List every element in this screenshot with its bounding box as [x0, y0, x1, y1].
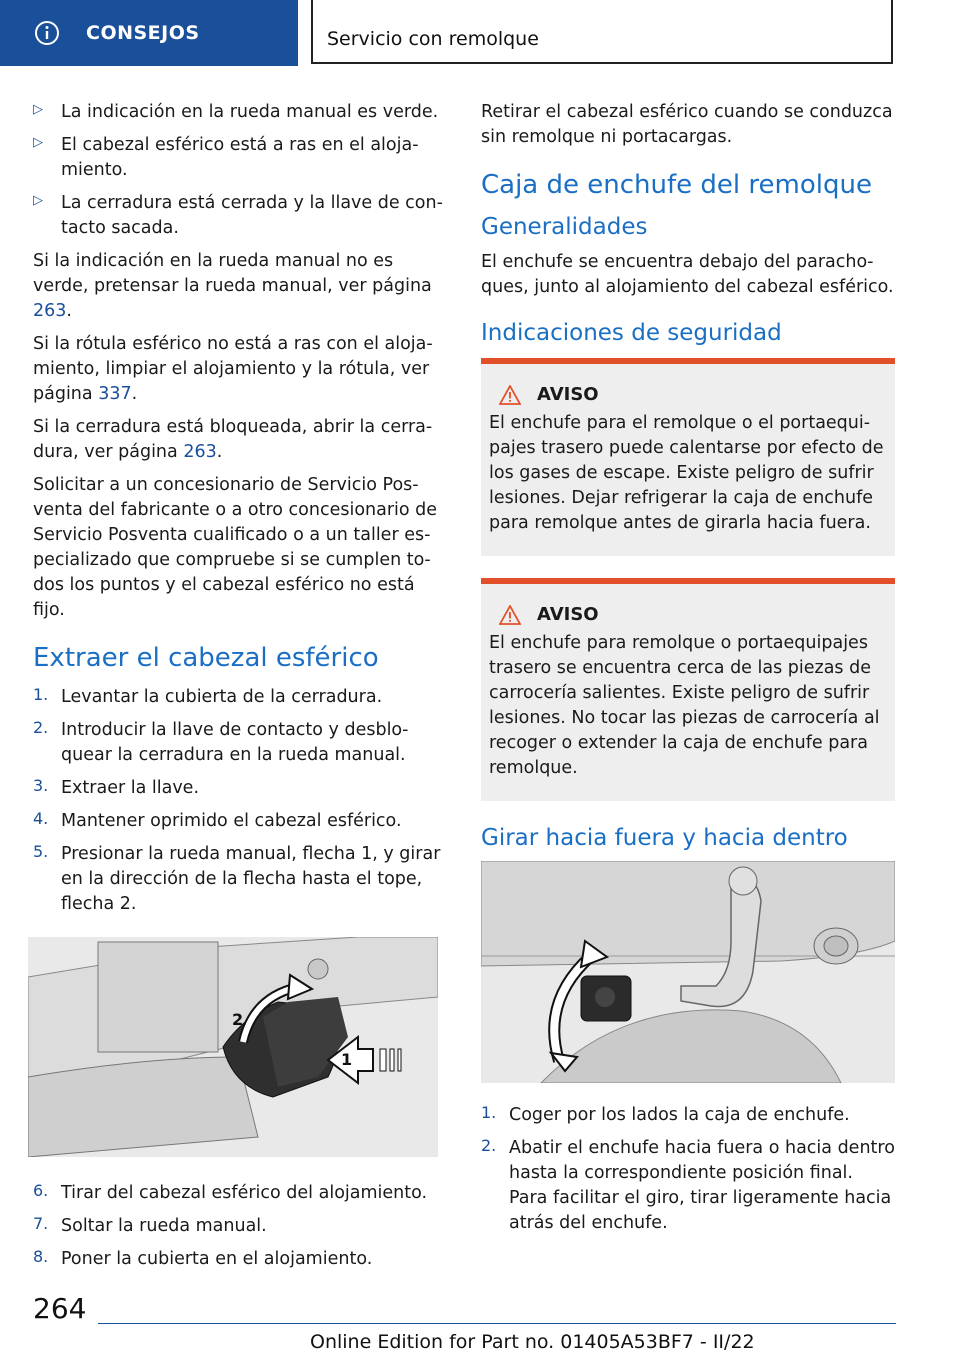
step-item: 8. Poner la cubierta en el alojamiento.	[33, 1247, 373, 1269]
chapter-header	[311, 0, 893, 64]
subsection-heading: Generalidades	[481, 214, 648, 240]
subsection-heading: Girar hacia fuera y hacia dentro	[481, 825, 848, 851]
right-column	[481, 100, 895, 1244]
section-tab	[0, 0, 298, 66]
figure-label-2: 2	[232, 1010, 244, 1029]
section-heading: Caja de enchufe del remolque	[481, 170, 872, 200]
step-item: 4. Mantener oprimido el cabezal esférico.	[33, 809, 402, 831]
step-item: 1. Coger por los lados la caja de enchufe.	[481, 1103, 850, 1125]
bullet-item	[33, 133, 443, 183]
warning-triangle-icon	[499, 605, 521, 625]
chapter-title: Servicio con remolque	[327, 28, 539, 50]
triangle-bullet-icon: ▷	[33, 135, 43, 150]
edition-note: Online Edition for Part no. 01405A53BF7 - II/22	[310, 1331, 755, 1353]
paragraph: Si la cerradura está bloqueada, abrir la cerradura, ver página 263.	[33, 417, 433, 462]
triangle-bullet-icon: ▷	[33, 193, 43, 208]
paragraph: Solicitar a un concesionario de Servicio Posventa del fabricante o a otro concesionario de Servicio Posventa cualificado o a un taller especializado que compruebe si se cumplen todos los puntos y el cabezal esférico no está fijo.	[33, 475, 438, 620]
section-label: CONSEJOS	[86, 22, 200, 44]
warning-text: El enchufe para remolque o portaequipajes trasero se encuentra cerca de las piezas de carrocería salientes. Existe peligro de sufrir lesiones. No tocar las piezas de carrocería al recoger o extender la caja de enchufe para remolque.	[489, 633, 880, 778]
subsection-heading: Indicaciones de seguridad	[481, 320, 782, 346]
bullet-text: El cabezal esférico está a ras en el alojamiento.	[61, 135, 419, 180]
step-item: 7. Soltar la rueda manual.	[33, 1214, 267, 1236]
bullet-text: La cerradura está cerrada y la llave de contacto sacada.	[61, 193, 443, 238]
step-item: 2. Abatir el enchufe hacia fuera o hacia dentro hasta la correspondiente posición final. Para facilitar el giro, tirar ligeramente hacia atrás del enchufe.	[481, 1136, 895, 1233]
left-column	[33, 100, 443, 1280]
step-item: 3. Extraer la llave.	[33, 776, 200, 798]
warning-box	[481, 578, 895, 801]
bullet-item	[33, 191, 443, 241]
step-item: 6. Tirar del cabezal esférico del alojamiento.	[33, 1181, 428, 1203]
warning-title: AVISO	[537, 604, 599, 625]
warning-box	[481, 358, 895, 556]
page-link[interactable]: 337	[98, 384, 132, 404]
paragraph: Si la rótula esférico no está a ras con el alojamiento, limpiar el alojamiento y la rótula, ver página 337.	[33, 334, 433, 404]
tow-hitch-handwheel-illustration	[28, 937, 438, 1157]
step-item: 1. Levantar la cubierta de la cerradura.	[33, 685, 383, 707]
bullet-text: La indicación en la rueda manual es verde.	[61, 102, 439, 122]
paragraph: Si la indicación en la rueda manual no es verde, pretensar la rueda manual, ver página 263.	[33, 251, 432, 321]
page-link[interactable]: 263	[33, 301, 67, 321]
paragraph: Retirar el cabezal esférico cuando se conduzca sin remolque ni portacargas.	[481, 102, 893, 147]
page-number: 264	[33, 1292, 87, 1325]
footer-divider	[98, 1323, 896, 1324]
warning-triangle-icon	[499, 385, 521, 405]
step-item: 2. Introducir la llave de contacto y desbloquear la cerradura en la rueda manual.	[33, 718, 409, 765]
paragraph: El enchufe se encuentra debajo del parachoques, junto al alojamiento del cabezal esférico.	[481, 252, 894, 297]
warning-title: AVISO	[537, 384, 599, 405]
page-link[interactable]: 263	[183, 442, 217, 462]
trailer-socket-illustration	[481, 861, 895, 1083]
info-icon	[34, 20, 60, 46]
section-heading: Extraer el cabezal esférico	[33, 643, 379, 673]
triangle-bullet-icon: ▷	[33, 102, 43, 117]
warning-text: El enchufe para el remolque o el portaequipajes trasero puede calentarse por efecto de los gases de escape. Existe peligro de sufrir lesiones. Dejar refrigerar la caja de enchufe para remolque antes de girarla hacia fuera.	[489, 413, 884, 533]
step-item: 5. Presionar la rueda manual, flecha 1, y girar en la dirección de la flecha hasta el tope, flecha 2.	[33, 842, 441, 914]
figure-label-1: 1	[341, 1050, 353, 1069]
bullet-item	[33, 100, 443, 125]
